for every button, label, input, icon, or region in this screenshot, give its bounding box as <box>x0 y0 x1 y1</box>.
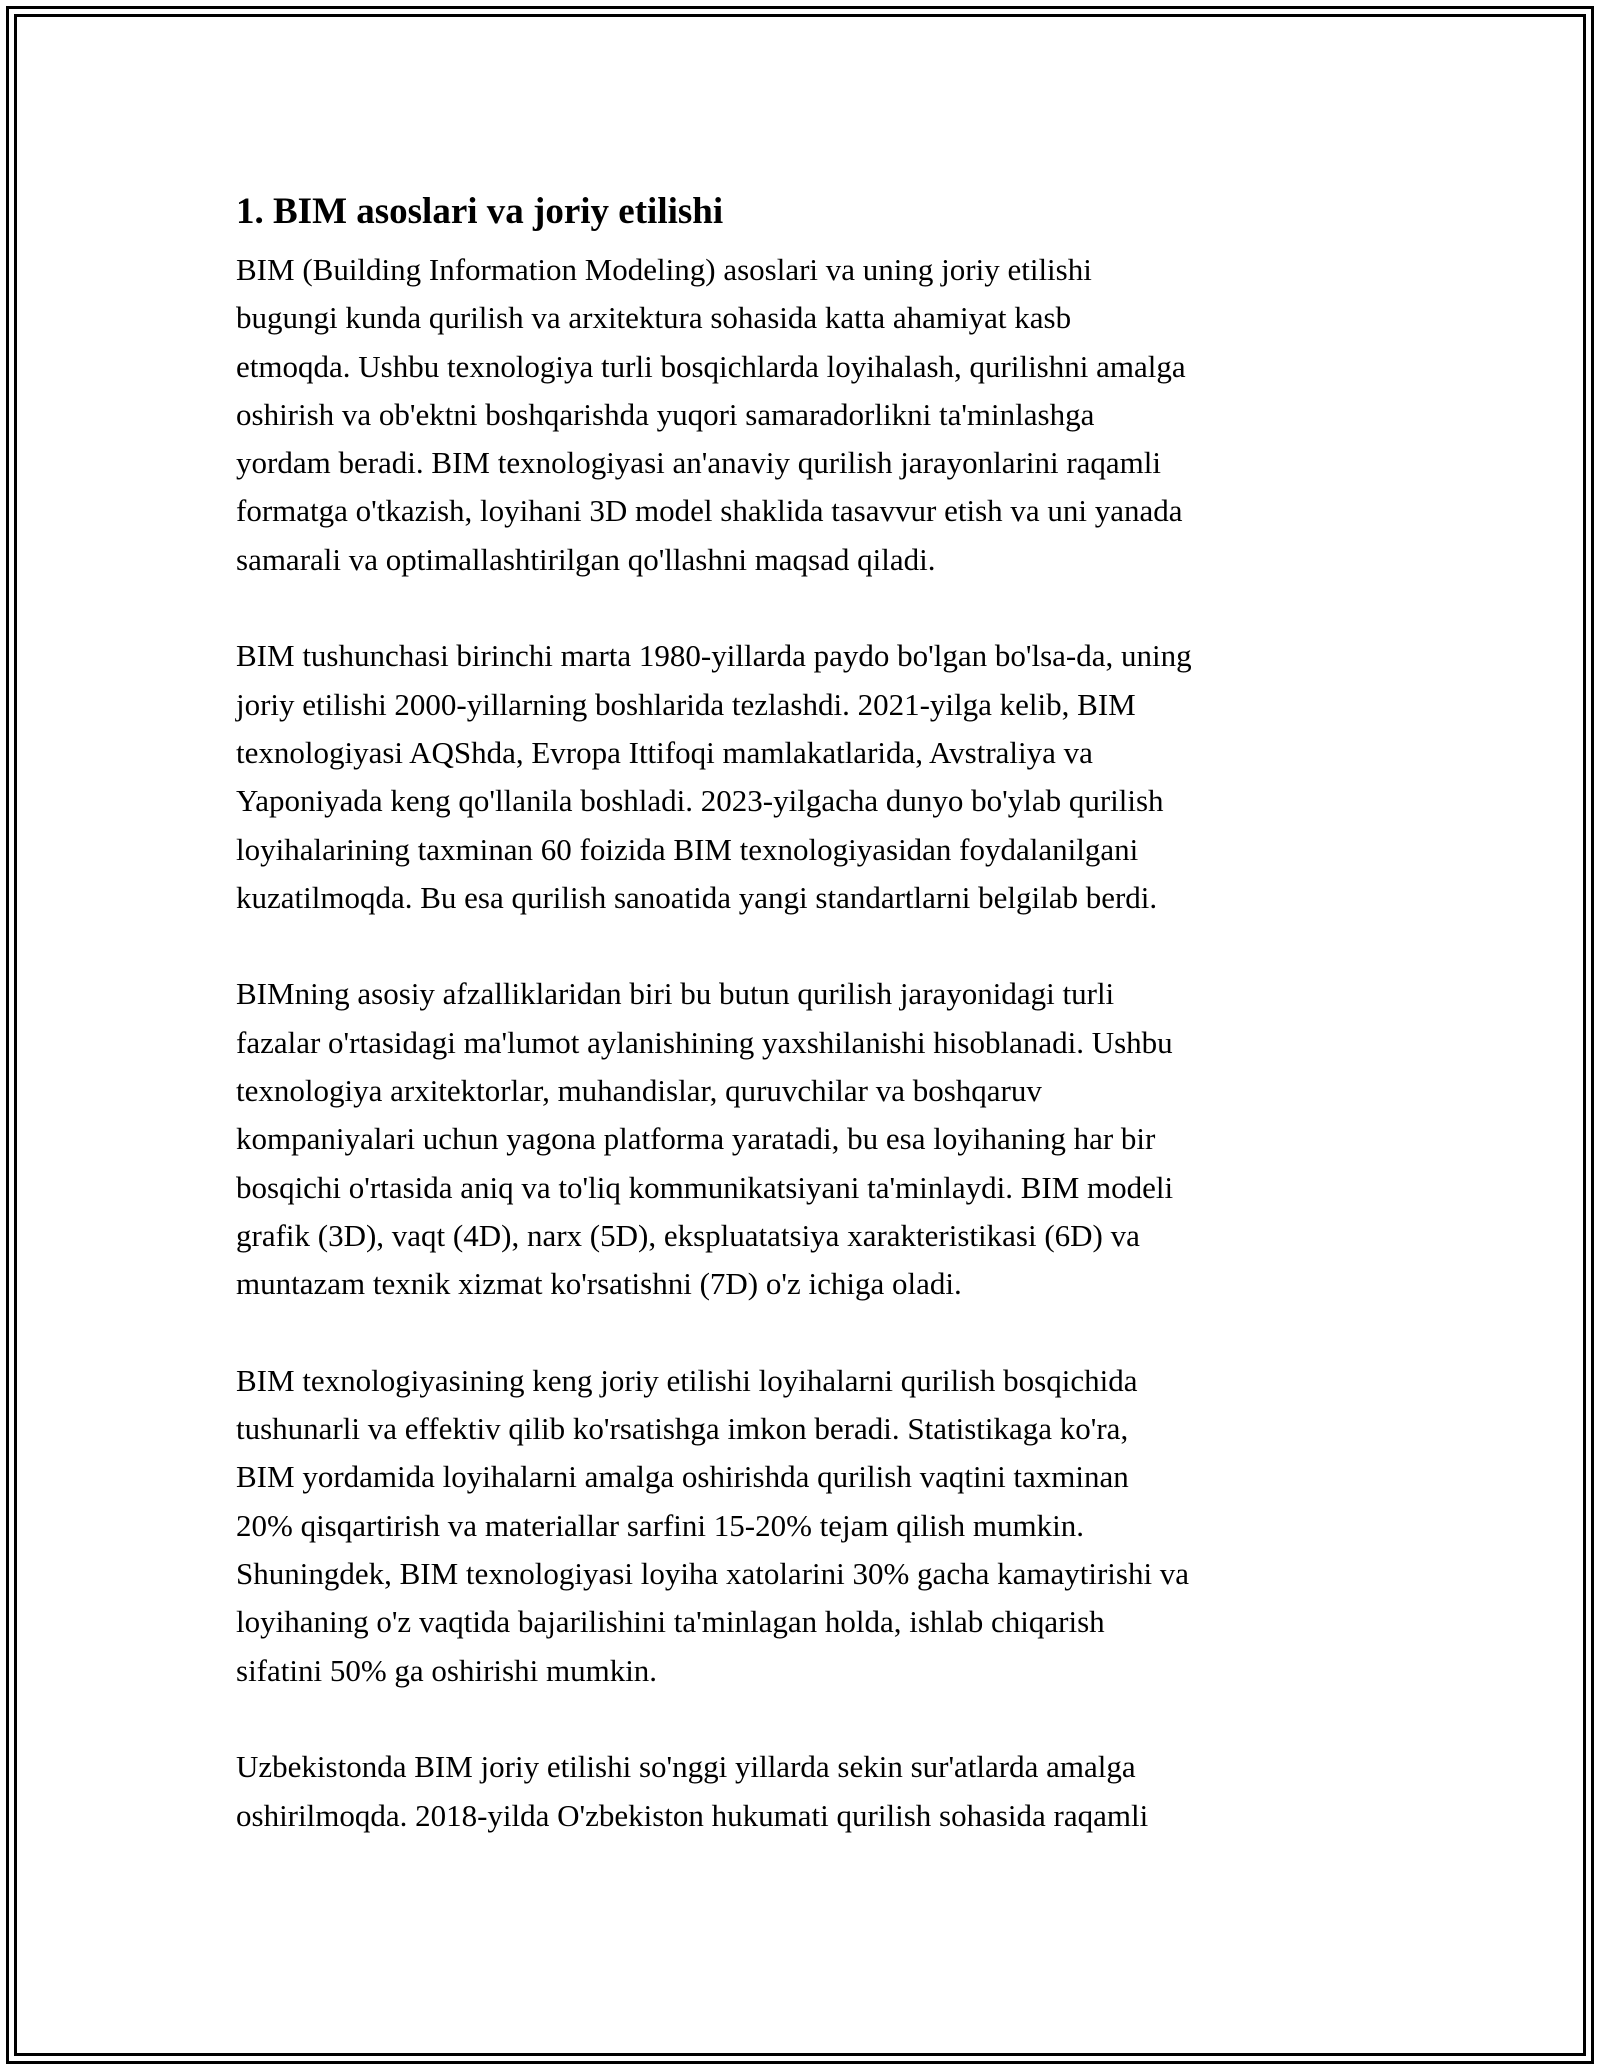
paragraph-line: joriy etilishi 2000-yillarning boshlarida tezlashdi. 2021-yilga kelib, BIM <box>236 686 1136 722</box>
paragraph-line: oshirish va ob'ektni boshqarishda yuqori samaradorlikni ta'minlashga <box>236 396 1095 432</box>
paragraph-line: 20% qisqartirish va materiallar sarfini 15-20% tejam qilish mumkin. <box>236 1507 1085 1543</box>
paragraph-line: sifatini 50% ga oshirishi mumkin. <box>236 1652 658 1688</box>
paragraph-line: loyihalarining taxminan 60 foizida BIM texnologiyasidan foydalanilgani <box>236 831 1139 867</box>
paragraph-line: BIMning asosiy afzalliklaridan biri bu butun qurilish jarayonidagi turli <box>236 976 1115 1012</box>
document-body <box>236 186 1376 1840</box>
paragraph <box>236 1357 1376 1695</box>
paragraph-line: BIM (Building Information Modeling) asoslari va uning joriy etilishi <box>236 252 1092 287</box>
paragraph-line: bugungi kunda qurilish va arxitektura sohasida katta ahamiyat kasb <box>236 300 1072 336</box>
paragraph-line: tushunarli va effektiv qilib ko'rsatishga imkon beradi. Statistikaga ko'ra, <box>236 1411 1129 1447</box>
paragraph-line: Yaponiyada keng qo'llanila boshladi. 2023-yilgacha dunyo bo'ylab qurilish <box>236 783 1164 819</box>
paragraph <box>236 632 1376 922</box>
paragraph-line: bosqichi o'rtasida aniq va to'liq kommunikatsiyani ta'minlaydi. BIM modeli <box>236 1169 1174 1205</box>
paragraph-line: fazalar o'rtasidagi ma'lumot aylanishining yaxshilanishi hisoblanadi. Ushbu <box>236 1024 1173 1060</box>
paragraph <box>236 246 1376 584</box>
paragraph-line: kuzatilmoqda. Bu esa qurilish sanoatida yangi standartlarni belgilab berdi. <box>236 879 1158 915</box>
paragraph-line: Shuningdek, BIM texnologiyasi loyiha xatolarini 30% gacha kamaytirishi va <box>236 1556 1190 1592</box>
paragraph <box>236 1743 1376 1840</box>
paragraph-line: BIM tushunchasi birinchi marta 1980-yillarda paydo bo'lgan bo'lsa-da, uning <box>236 638 1192 674</box>
paragraph-line: grafik (3D), vaqt (4D), narx (5D), ekspluatatsiya xarakteristikasi (6D) va <box>236 1217 1140 1253</box>
paragraph <box>236 970 1376 1308</box>
paragraph-line: yordam beradi. BIM texnologiyasi an'anaviy qurilish jarayonlarini raqamli <box>236 445 1162 481</box>
paragraph-line: BIM yordamida loyihalarni amalga oshirishda qurilish vaqtini taxminan <box>236 1459 1129 1495</box>
paragraph-line: oshirilmoqda. 2018-yilda O'zbekiston hukumati qurilish sohasida raqamli <box>236 1797 1149 1833</box>
paragraph-line: Uzbekistonda BIM joriy etilishi so'nggi yillarda sekin sur'atlarda amalga <box>236 1749 1136 1785</box>
paragraph-line: etmoqda. Ushbu texnologiya turli bosqichlarda loyihalash, qurilishni amalga <box>236 348 1186 384</box>
paragraph-line: kompaniyalari uchun yagona platforma yaratadi, bu esa loyihaning har bir <box>236 1121 1156 1157</box>
paragraph-line: loyihaning o'z vaqtida bajarilishini ta'minlagan holda, ishlab chiqarish <box>236 1604 1105 1640</box>
paragraph-line: samarali va optimallashtirilgan qo'llashni maqsad qiladi. <box>236 541 936 577</box>
paragraph-line: texnologiyasi AQShda, Evropa Ittifoqi mamlakatlarida, Avstraliya va <box>236 734 1093 770</box>
section-heading: 1. BIM asoslari va joriy etilishi <box>236 191 724 232</box>
paragraph-line: formatga o'tkazish, loyihani 3D model shaklida tasavvur etish va uni yanada <box>236 493 1183 529</box>
paragraph-line: texnologiya arxitektorlar, muhandislar, quruvchilar va boshqaruv <box>236 1073 1042 1109</box>
paragraph-line: BIM texnologiyasining keng joriy etilishi loyihalarni qurilish bosqichida <box>236 1362 1138 1398</box>
paragraph-list <box>236 246 1376 1840</box>
paragraph-line: muntazam texnik xizmat ko'rsatishni (7D) o'z ichiga oladi. <box>236 1266 962 1302</box>
